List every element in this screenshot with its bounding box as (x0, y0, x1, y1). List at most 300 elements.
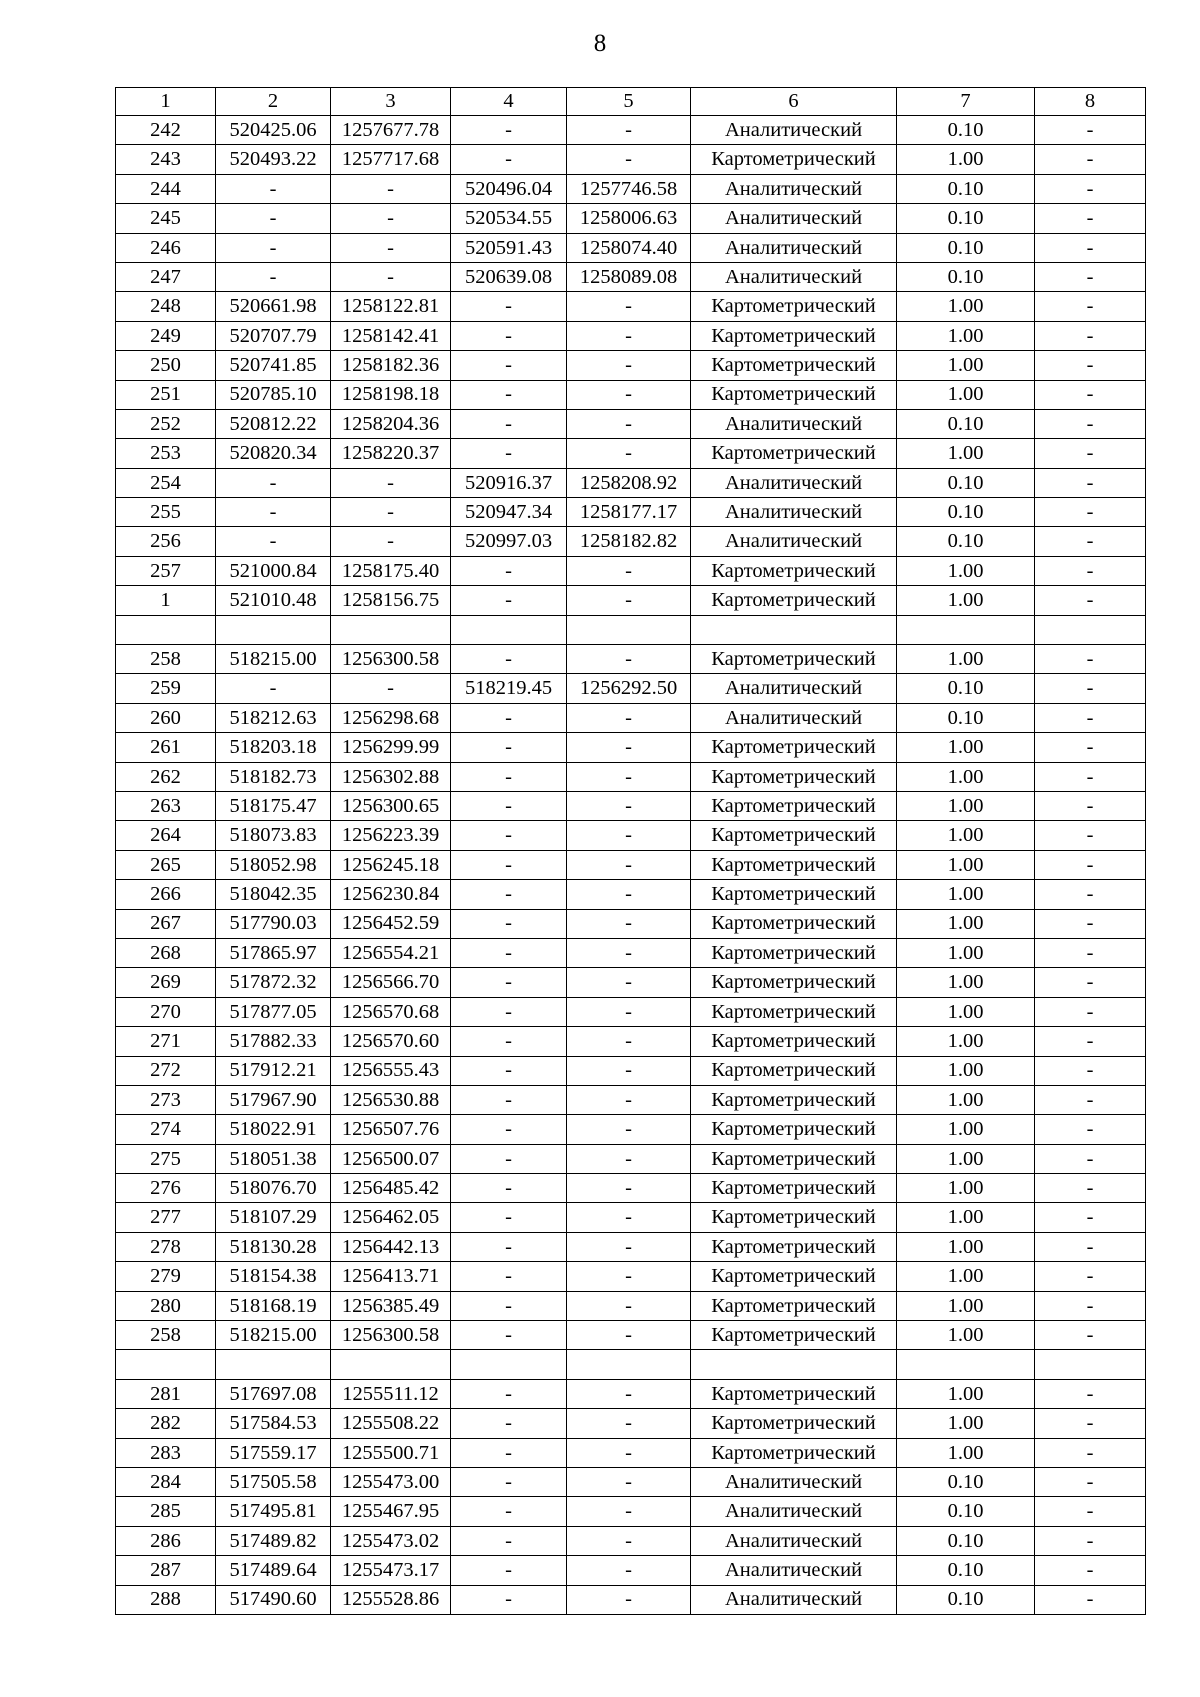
table-cell: - (1035, 468, 1146, 497)
table-cell: - (567, 733, 691, 762)
table-cell: - (1035, 762, 1146, 791)
table-cell: - (451, 380, 567, 409)
table-row (116, 1144, 1146, 1173)
table-cell: - (451, 1056, 567, 1085)
table-cell: - (1035, 498, 1146, 527)
table-cell: 263 (116, 791, 216, 820)
table-cell: - (451, 556, 567, 585)
table-cell: 247 (116, 262, 216, 291)
table-cell: - (1035, 1056, 1146, 1085)
table-cell (691, 615, 897, 644)
table-row (116, 821, 1146, 850)
table-cell: - (567, 997, 691, 1026)
table-cell: Картометрический (691, 909, 897, 938)
table-cell: - (1035, 1497, 1146, 1526)
table-cell: 1.00 (897, 380, 1035, 409)
table-cell: 520820.34 (216, 439, 331, 468)
table-cell: 1256230.84 (331, 880, 451, 909)
table-cell: 517505.58 (216, 1467, 331, 1496)
table-cell: 1255473.02 (331, 1526, 451, 1555)
table-cell: 1257677.78 (331, 116, 451, 145)
table-cell: 0.10 (897, 233, 1035, 262)
table-cell: Аналитический (691, 674, 897, 703)
table-cell: - (216, 674, 331, 703)
table-cell: 277 (116, 1203, 216, 1232)
table-cell: 1.00 (897, 145, 1035, 174)
table-cell: 1258006.63 (567, 204, 691, 233)
table-cell: Картометрический (691, 1409, 897, 1438)
table-cell: 520997.03 (451, 527, 567, 556)
table-cell: 518042.35 (216, 880, 331, 909)
table-cell (331, 615, 451, 644)
table-cell: 518154.38 (216, 1262, 331, 1291)
table-cell: - (567, 145, 691, 174)
table-cell: 1.00 (897, 733, 1035, 762)
table-cell: Картометрический (691, 1438, 897, 1467)
table-cell (116, 615, 216, 644)
table-cell: 1256413.71 (331, 1262, 451, 1291)
table-row (116, 498, 1146, 527)
table-cell: - (1035, 262, 1146, 291)
table-header-row (116, 88, 1146, 116)
table-cell: - (567, 1556, 691, 1585)
table-row (116, 204, 1146, 233)
table-cell: Картометрический (691, 351, 897, 380)
table-cell: Картометрический (691, 733, 897, 762)
table-cell: 0.10 (897, 262, 1035, 291)
table-cell: - (567, 1115, 691, 1144)
table-row (116, 556, 1146, 585)
table-cell: - (331, 262, 451, 291)
table-cell: 0.10 (897, 116, 1035, 145)
table-cell: - (1035, 174, 1146, 203)
table-cell: 272 (116, 1056, 216, 1085)
table-cell: Картометрический (691, 1321, 897, 1350)
table-cell: 1.00 (897, 821, 1035, 850)
table-cell: - (1035, 292, 1146, 321)
table-cell: 1255500.71 (331, 1438, 451, 1467)
table-cell: 265 (116, 850, 216, 879)
table-cell: - (1035, 791, 1146, 820)
table-cell: - (567, 1467, 691, 1496)
table-cell: - (451, 733, 567, 762)
table-cell: - (451, 586, 567, 615)
table-cell: - (1035, 1321, 1146, 1350)
table-cell: 1.00 (897, 1438, 1035, 1467)
table-cell: 518215.00 (216, 645, 331, 674)
table-cell: - (216, 204, 331, 233)
table-cell: 1256302.88 (331, 762, 451, 791)
table-cell: 0.10 (897, 674, 1035, 703)
table-cell: - (331, 498, 451, 527)
table-cell: - (567, 762, 691, 791)
table-cell: 520639.08 (451, 262, 567, 291)
table-cell: - (567, 1526, 691, 1555)
table-cell: 1256300.58 (331, 645, 451, 674)
table-cell: - (567, 1497, 691, 1526)
table-cell: 1258182.82 (567, 527, 691, 556)
table-cell: 1.00 (897, 1203, 1035, 1232)
table-cell: Аналитический (691, 468, 897, 497)
table-cell: 1.00 (897, 1321, 1035, 1350)
table-cell: 1256292.50 (567, 674, 691, 703)
table-cell: 281 (116, 1379, 216, 1408)
table-cell: - (1035, 1379, 1146, 1408)
column-header: 5 (567, 88, 691, 116)
table-cell: 251 (116, 380, 216, 409)
table-cell: - (451, 850, 567, 879)
table-cell: - (451, 938, 567, 967)
table-cell: - (1035, 556, 1146, 585)
table-cell: - (1035, 821, 1146, 850)
table-cell: 518107.29 (216, 1203, 331, 1232)
table-row (116, 1232, 1146, 1261)
table-row (116, 1497, 1146, 1526)
table-cell: - (451, 1203, 567, 1232)
table-row (116, 1467, 1146, 1496)
table-cell: Картометрический (691, 321, 897, 350)
table-row (116, 1321, 1146, 1350)
table-cell: 274 (116, 1115, 216, 1144)
table-row (116, 409, 1146, 438)
table-cell: - (1035, 204, 1146, 233)
table-row (116, 1056, 1146, 1085)
table-cell: Картометрический (691, 586, 897, 615)
table-cell: 517877.05 (216, 997, 331, 1026)
table-cell: 287 (116, 1556, 216, 1585)
table-cell: 1256300.65 (331, 791, 451, 820)
table-cell: - (451, 703, 567, 732)
table-cell: Картометрический (691, 1291, 897, 1320)
table-cell: 1257717.68 (331, 145, 451, 174)
table-cell: 0.10 (897, 409, 1035, 438)
table-cell: 1256462.05 (331, 1203, 451, 1232)
table-cell: - (216, 468, 331, 497)
table-separator-row (116, 615, 1146, 644)
table-cell: - (451, 145, 567, 174)
table-cell: 1256507.76 (331, 1115, 451, 1144)
table-cell: - (331, 233, 451, 262)
table-cell: - (1035, 674, 1146, 703)
table-cell: - (1035, 1556, 1146, 1585)
table-cell: - (1035, 1027, 1146, 1056)
table-row (116, 1085, 1146, 1114)
table-cell: Картометрический (691, 1027, 897, 1056)
table-cell: 1.00 (897, 1174, 1035, 1203)
table-row (116, 1526, 1146, 1555)
table-cell: - (451, 1526, 567, 1555)
table-cell: 520916.37 (451, 468, 567, 497)
coordinates-table (115, 87, 1146, 1615)
table-cell: 1256554.21 (331, 938, 451, 967)
table-cell: Картометрический (691, 880, 897, 909)
table-row (116, 380, 1146, 409)
table-cell: - (216, 174, 331, 203)
table-cell: - (1035, 1144, 1146, 1173)
table-cell: - (451, 1262, 567, 1291)
table-cell: - (567, 1056, 691, 1085)
table-cell: 1256566.70 (331, 968, 451, 997)
table-cell: - (451, 1027, 567, 1056)
table-cell (567, 615, 691, 644)
table-cell: 1.00 (897, 351, 1035, 380)
table-cell: - (1035, 1174, 1146, 1203)
table-cell: - (451, 1467, 567, 1496)
table-cell: 0.10 (897, 1556, 1035, 1585)
table-cell: - (1035, 145, 1146, 174)
table-cell: 1255473.17 (331, 1556, 451, 1585)
table-row (116, 145, 1146, 174)
table-cell: - (451, 1321, 567, 1350)
table-cell: 1258074.40 (567, 233, 691, 262)
table-cell: - (1035, 1085, 1146, 1114)
table-row (116, 527, 1146, 556)
table-cell: 517495.81 (216, 1497, 331, 1526)
table-cell: 242 (116, 116, 216, 145)
column-header: 6 (691, 88, 897, 116)
table-cell: - (1035, 116, 1146, 145)
table-row (116, 997, 1146, 1026)
table-cell: Аналитический (691, 262, 897, 291)
table-cell: Аналитический (691, 174, 897, 203)
table-row (116, 762, 1146, 791)
table-cell: 518076.70 (216, 1174, 331, 1203)
table-cell: - (567, 1027, 691, 1056)
table-cell (451, 1350, 567, 1379)
table-cell: 266 (116, 880, 216, 909)
table-cell: - (451, 791, 567, 820)
table-cell (1035, 615, 1146, 644)
table-cell: - (567, 1144, 691, 1173)
table-cell: 1258142.41 (331, 321, 451, 350)
table-cell: 1258220.37 (331, 439, 451, 468)
table-cell: 253 (116, 439, 216, 468)
table-cell: Картометрический (691, 791, 897, 820)
table-cell: - (1035, 1203, 1146, 1232)
table-cell: 284 (116, 1467, 216, 1496)
table-cell: Картометрический (691, 1379, 897, 1408)
table-cell: - (331, 468, 451, 497)
table-cell: 1256298.68 (331, 703, 451, 732)
table-cell: 279 (116, 1262, 216, 1291)
table-cell: - (567, 821, 691, 850)
table-cell: Аналитический (691, 116, 897, 145)
table-cell: 1256385.49 (331, 1291, 451, 1320)
table-cell: 1255467.95 (331, 1497, 451, 1526)
table-cell: 1.00 (897, 880, 1035, 909)
table-cell: Картометрический (691, 439, 897, 468)
table-cell: 520707.79 (216, 321, 331, 350)
table-cell: 1256500.07 (331, 1144, 451, 1173)
table-cell: - (1035, 1438, 1146, 1467)
table-cell: - (451, 116, 567, 145)
table-cell: - (567, 439, 691, 468)
table-cell: - (1035, 380, 1146, 409)
table-cell: - (567, 1409, 691, 1438)
table-cell: Картометрический (691, 850, 897, 879)
table-cell: Картометрический (691, 968, 897, 997)
table-row (116, 292, 1146, 321)
table-row (116, 174, 1146, 203)
table-cell: 1.00 (897, 1056, 1035, 1085)
table-cell: - (451, 1085, 567, 1114)
table-cell: - (1035, 1291, 1146, 1320)
table-cell: 517865.97 (216, 938, 331, 967)
table-cell: - (451, 880, 567, 909)
table-cell: Картометрический (691, 1174, 897, 1203)
table-cell: 1.00 (897, 1262, 1035, 1291)
table-cell: Аналитический (691, 1585, 897, 1614)
table-cell: 1.00 (897, 997, 1035, 1026)
table-cell: 517584.53 (216, 1409, 331, 1438)
table-cell: 518168.19 (216, 1291, 331, 1320)
table-cell: 1.00 (897, 1115, 1035, 1144)
table-cell: - (451, 1585, 567, 1614)
column-header: 8 (1035, 88, 1146, 116)
table-cell: 250 (116, 351, 216, 380)
table-cell: 1.00 (897, 1409, 1035, 1438)
table-cell: 518052.98 (216, 850, 331, 879)
table-cell: - (451, 997, 567, 1026)
table-cell: Аналитический (691, 409, 897, 438)
table-body (116, 88, 1146, 1615)
table-cell: Аналитический (691, 498, 897, 527)
table-cell: - (1035, 233, 1146, 262)
table-cell: - (567, 1438, 691, 1467)
table-cell: 283 (116, 1438, 216, 1467)
table-cell: - (1035, 997, 1146, 1026)
table-cell: 520661.98 (216, 292, 331, 321)
table-cell: Картометрический (691, 292, 897, 321)
table-cell: 1256555.43 (331, 1056, 451, 1085)
table-cell: 517489.82 (216, 1526, 331, 1555)
table-cell: 1.00 (897, 586, 1035, 615)
table-cell: - (1035, 733, 1146, 762)
table-row (116, 791, 1146, 820)
table-cell: 1255528.86 (331, 1585, 451, 1614)
table-cell (216, 1350, 331, 1379)
table-cell: - (567, 321, 691, 350)
table-cell: 1 (116, 586, 216, 615)
table-cell: 1258208.92 (567, 468, 691, 497)
table-cell: - (1035, 351, 1146, 380)
table-cell: 282 (116, 1409, 216, 1438)
table-cell: 1256442.13 (331, 1232, 451, 1261)
table-cell: - (451, 1379, 567, 1408)
table-cell: 1256223.39 (331, 821, 451, 850)
table-cell: - (216, 262, 331, 291)
table-cell: Картометрический (691, 556, 897, 585)
table-cell: 1255473.00 (331, 1467, 451, 1496)
table-cell: - (567, 380, 691, 409)
table-row (116, 880, 1146, 909)
table-cell: - (1035, 880, 1146, 909)
table-row (116, 468, 1146, 497)
table-cell (451, 615, 567, 644)
table-cell: 262 (116, 762, 216, 791)
table-cell: - (451, 439, 567, 468)
table-cell: Картометрический (691, 645, 897, 674)
table-cell: 252 (116, 409, 216, 438)
table-cell: Аналитический (691, 233, 897, 262)
table-cell: Картометрический (691, 1085, 897, 1114)
table-cell: 1.00 (897, 1291, 1035, 1320)
table-cell: - (451, 1409, 567, 1438)
table-cell: 254 (116, 468, 216, 497)
table-separator-row (116, 1350, 1146, 1379)
table-cell: 0.10 (897, 1585, 1035, 1614)
table-cell: 518130.28 (216, 1232, 331, 1261)
table-row (116, 1291, 1146, 1320)
table-cell: Картометрический (691, 821, 897, 850)
table-cell: - (567, 850, 691, 879)
table-cell: 286 (116, 1526, 216, 1555)
table-cell: 1256570.68 (331, 997, 451, 1026)
table-cell: 521000.84 (216, 556, 331, 585)
table-cell: Картометрический (691, 1262, 897, 1291)
table-row (116, 233, 1146, 262)
table-cell: - (567, 645, 691, 674)
table-cell: Аналитический (691, 527, 897, 556)
table-cell: Аналитический (691, 1497, 897, 1526)
table-cell (897, 1350, 1035, 1379)
table-cell: 1.00 (897, 1027, 1035, 1056)
table-cell: - (451, 1144, 567, 1173)
table-row (116, 351, 1146, 380)
table-cell: - (451, 351, 567, 380)
table-cell: 0.10 (897, 527, 1035, 556)
table-cell: - (1035, 1585, 1146, 1614)
table-row (116, 116, 1146, 145)
table-row (116, 1438, 1146, 1467)
table-cell: 520785.10 (216, 380, 331, 409)
table-cell: 520493.22 (216, 145, 331, 174)
table-cell: 278 (116, 1232, 216, 1261)
table-cell: 1.00 (897, 1144, 1035, 1173)
table-cell: - (1035, 645, 1146, 674)
table-cell: 518212.63 (216, 703, 331, 732)
table-cell: - (567, 938, 691, 967)
table-cell: - (331, 204, 451, 233)
table-row (116, 1203, 1146, 1232)
table-row (116, 1409, 1146, 1438)
table-cell: - (567, 1232, 691, 1261)
column-header: 1 (116, 88, 216, 116)
column-header: 7 (897, 88, 1035, 116)
table-row (116, 703, 1146, 732)
table-row (116, 850, 1146, 879)
table-row (116, 733, 1146, 762)
table-cell: 275 (116, 1144, 216, 1173)
table-row (116, 674, 1146, 703)
column-header: 2 (216, 88, 331, 116)
table-cell: 521010.48 (216, 586, 331, 615)
table-cell: 280 (116, 1291, 216, 1320)
table-cell: - (451, 968, 567, 997)
table-cell (216, 615, 331, 644)
table-cell: 1256245.18 (331, 850, 451, 879)
table-cell: - (567, 880, 691, 909)
table-cell: 259 (116, 674, 216, 703)
table-row (116, 321, 1146, 350)
table-row (116, 262, 1146, 291)
table-cell: 0.10 (897, 498, 1035, 527)
table-cell: - (1035, 938, 1146, 967)
table-cell: 261 (116, 733, 216, 762)
table-cell: 520425.06 (216, 116, 331, 145)
table-row (116, 1027, 1146, 1056)
table-row (116, 1379, 1146, 1408)
